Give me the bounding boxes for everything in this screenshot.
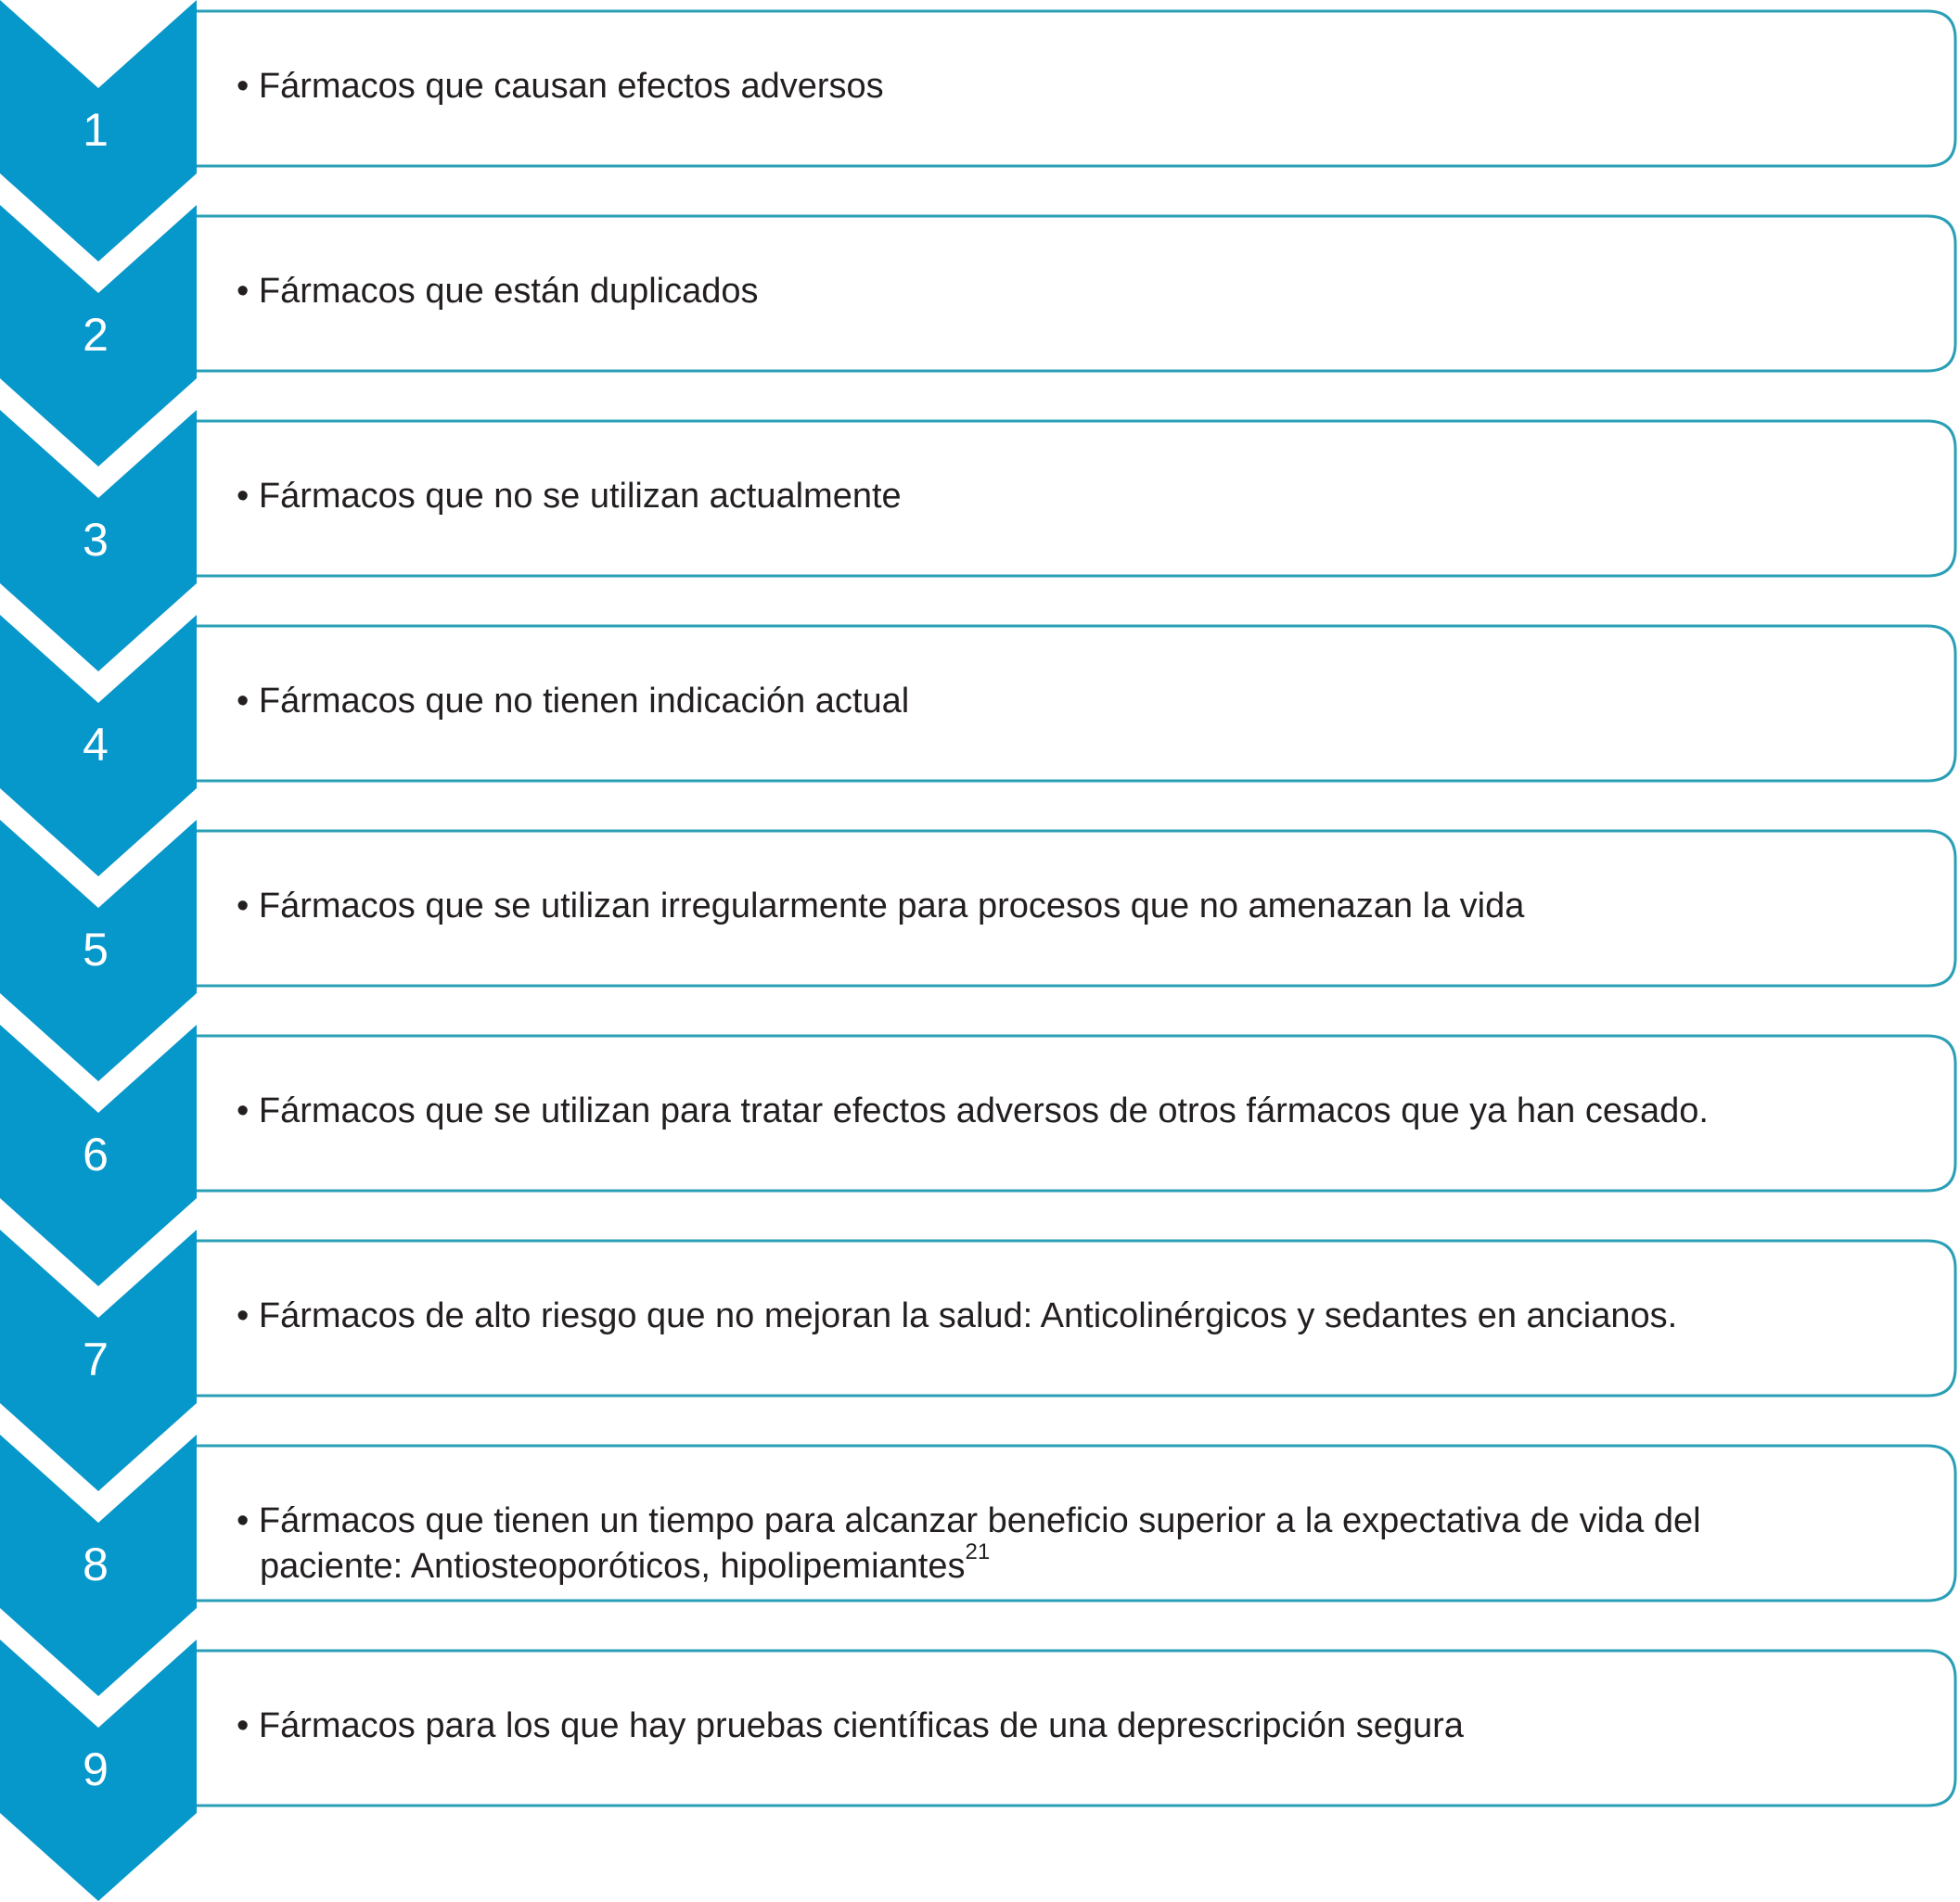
step-text-line: • Fármacos que no se utilizan actualmente — [237, 477, 902, 516]
step-6 — [0, 1025, 1955, 1286]
step-2 — [0, 205, 1955, 466]
step-text-line: • Fármacos que se utilizan para tratar efectos adversos de otros fármacos que ya han cesado. — [237, 1091, 1709, 1130]
step-3 — [0, 410, 1955, 671]
step-text-line: • Fármacos que no tienen indicación actual — [237, 682, 910, 721]
step-number: 6 — [83, 1129, 109, 1181]
step-8 — [0, 1435, 1955, 1696]
step-number: 5 — [83, 924, 109, 976]
step-number: 9 — [83, 1743, 109, 1795]
citation-superscript: 21 — [965, 1539, 991, 1564]
step-number: 4 — [83, 719, 109, 771]
step-number: 8 — [83, 1538, 109, 1590]
step-number: 7 — [83, 1334, 109, 1385]
step-text-line: • Fármacos que están duplicados — [237, 272, 759, 311]
step-7 — [0, 1230, 1955, 1491]
step-text-line: paciente: Antiosteoporóticos, hipolipemiantes$^{21}$ — [260, 1539, 991, 1586]
step-4 — [0, 615, 1955, 876]
step-text-line: • Fármacos de alto riesgo que no mejoran la salud: Anticolinérgicos y sedantes en ancianos. — [237, 1296, 1678, 1335]
step-text-line: • Fármacos que tienen un tiempo para alcanzar beneficio superior a la expectativa de vida del — [237, 1501, 1701, 1540]
step-text-line: • Fármacos que se utilizan irregularmente para procesos que no amenazan la vida — [237, 887, 1525, 925]
step-9 — [0, 1640, 1955, 1901]
step-number: 1 — [83, 104, 109, 156]
step-number: 2 — [83, 309, 109, 361]
step-text-line: • Fármacos para los que hay pruebas científicas de una deprescripción segura — [237, 1706, 1464, 1745]
step-text-line: • Fármacos que causan efectos adversos — [237, 67, 884, 106]
step-1 — [0, 0, 1955, 262]
step-number: 3 — [83, 514, 109, 566]
step-5 — [0, 820, 1955, 1081]
